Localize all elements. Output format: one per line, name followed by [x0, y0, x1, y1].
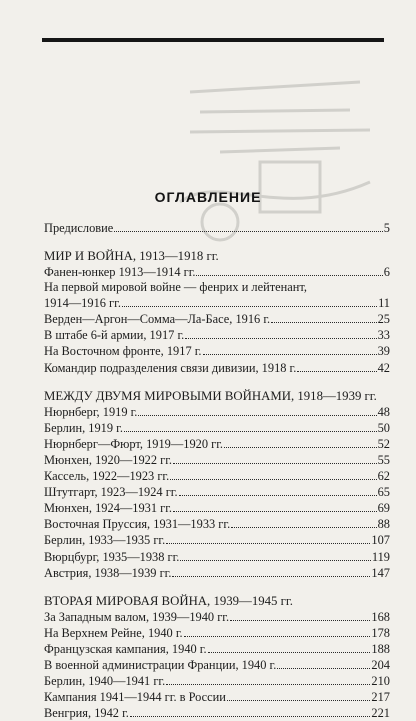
toc-entry-page: 217	[371, 690, 390, 705]
toc-entry[interactable]	[44, 343, 390, 359]
toc-entry-text: 1914—1916 гг.	[44, 296, 121, 311]
toc-entry[interactable]	[44, 500, 390, 516]
leader-dots	[122, 306, 377, 307]
toc-entry-page: 107	[371, 533, 390, 548]
toc-entry-page: 6	[383, 265, 390, 280]
toc-entry-page: 210	[371, 674, 390, 689]
toc-entry-text: Австрия, 1938—1939 гг.	[44, 565, 172, 580]
leader-dots	[130, 716, 371, 717]
toc-entry[interactable]	[44, 484, 390, 500]
leader-dots	[170, 479, 376, 480]
toc-entry[interactable]	[44, 705, 390, 721]
toc-entry[interactable]	[44, 327, 390, 343]
leader-dots	[124, 431, 377, 432]
toc-entry-page: 88	[377, 517, 390, 532]
leader-dots	[172, 576, 370, 577]
section-heading-text: МИР И ВОЙНА, 1913—1918 гг.	[44, 249, 219, 264]
toc-entry[interactable]	[44, 689, 390, 705]
toc-entry[interactable]	[44, 436, 390, 452]
toc-entry-text: На Восточном фронте, 1917 г.	[44, 344, 202, 359]
toc-entry-page: 69	[377, 501, 390, 516]
toc-entry-text: Берлин, 1940—1941 гг.	[44, 674, 166, 689]
toc-entry-text: Мюнхен, 1920—1922 гг.	[44, 452, 173, 467]
toc-entry-page: 5	[383, 221, 390, 236]
section-heading-text: ВТОРАЯ МИРОВАЯ ВОЙНА, 1939—1945 гг.	[44, 593, 293, 608]
toc-entry-text: Командир подразделения связи дивизии, 1918 г.	[44, 360, 297, 375]
toc-entry-text-line1: На первой мировой войне — фенрих и лейтенант,	[44, 280, 307, 295]
toc-section-heading[interactable]	[44, 242, 390, 264]
toc-entry-page: 42	[377, 360, 390, 375]
toc-entry-text: Восточная Пруссия, 1931—1933 гг.	[44, 517, 231, 532]
toc-entry-page: 33	[377, 328, 390, 343]
leader-dots	[297, 371, 376, 372]
toc-entry[interactable]	[44, 264, 390, 280]
toc-entry-text: Нюрнберг—Фюрт, 1919—1920 гг.	[44, 436, 224, 451]
toc-entry-text: Вюрцбург, 1935—1938 гг.	[44, 549, 180, 564]
leader-dots	[173, 463, 377, 464]
leader-dots	[184, 636, 371, 637]
toc-entry-page: 52	[377, 436, 390, 451]
toc-section-heading[interactable]	[44, 587, 390, 609]
toc-entry-page: 11	[378, 296, 390, 311]
toc-entry[interactable]	[44, 452, 390, 468]
toc-entry-text: Мюнхен, 1924—1931 гг.	[44, 501, 173, 516]
toc-entry-page: 62	[377, 469, 390, 484]
leader-dots	[185, 338, 376, 339]
toc-entry[interactable]	[44, 280, 390, 311]
toc-entry[interactable]	[44, 468, 390, 484]
toc-entry[interactable]	[44, 532, 390, 548]
toc-entry-text: Венгрия, 1942 г.	[44, 706, 129, 721]
leader-dots	[208, 652, 371, 653]
toc-entry-page: 221	[371, 706, 390, 721]
toc-entry-text: Берлин, 1933—1935 гг.	[44, 533, 166, 548]
toc-entry[interactable]	[44, 420, 390, 436]
leader-dots	[138, 415, 376, 416]
toc-entry[interactable]	[44, 311, 390, 327]
top-rule	[42, 38, 384, 42]
toc-entry-text: Штутгарт, 1923—1924 гг.	[44, 485, 178, 500]
toc-entry-text: На Верхнем Рейне, 1940 г.	[44, 625, 183, 640]
toc-entry-page: 204	[371, 657, 390, 672]
toc-entry[interactable]	[44, 516, 390, 532]
leader-dots	[277, 668, 370, 669]
toc-entry[interactable]	[44, 404, 390, 420]
toc-entry[interactable]	[44, 657, 390, 673]
toc-entry-page: 39	[377, 344, 390, 359]
toc-entry-text: Кассель, 1922—1923 гг.	[44, 469, 170, 484]
table-of-contents	[44, 220, 390, 721]
page-title: ОГЛАВЛЕНИЕ	[154, 189, 262, 205]
leader-dots	[114, 231, 383, 232]
toc-entry-page: 188	[371, 641, 390, 656]
leader-dots	[179, 495, 377, 496]
toc-entry-page: 55	[377, 452, 390, 467]
leader-dots	[227, 700, 370, 701]
leader-dots	[166, 543, 370, 544]
toc-entry-text: Верден—Аргон—Сомма—Ла-Басе, 1916 г.	[44, 312, 271, 327]
leader-dots	[230, 620, 370, 621]
toc-entry-page: 50	[377, 420, 390, 435]
toc-entry[interactable]	[44, 359, 390, 375]
toc-entry-page: 178	[371, 625, 390, 640]
toc-entry-page: 25	[377, 312, 390, 327]
toc-entry-page: 119	[371, 549, 390, 564]
leader-dots	[196, 275, 382, 276]
leader-dots	[271, 322, 376, 323]
leader-dots	[231, 527, 376, 528]
section-heading-text: МЕЖДУ ДВУМЯ МИРОВЫМИ ВОЙНАМИ, 1918—1939 гг.	[44, 388, 377, 403]
toc-entry-text: Берлин, 1919 г.	[44, 420, 123, 435]
leader-dots	[173, 511, 377, 512]
toc-entry-text: В военной администрации Франции, 1940 г.	[44, 657, 277, 672]
toc-section-heading[interactable]	[44, 382, 390, 404]
toc-entry-text: Нюрнберг, 1919 г.	[44, 404, 138, 419]
toc-entry[interactable]	[44, 565, 390, 581]
toc-entry-text: Французская кампания, 1940 г.	[44, 641, 207, 656]
leader-dots	[166, 684, 370, 685]
toc-entry-text: За Западным валом, 1939—1940 гг.	[44, 609, 230, 624]
toc-entry-text: Фанен-юнкер 1913—1914 гг.	[44, 265, 196, 280]
toc-entry[interactable]	[44, 548, 390, 564]
toc-entry-preface[interactable]	[44, 220, 390, 236]
toc-entry[interactable]	[44, 673, 390, 689]
leader-dots	[224, 447, 377, 448]
leader-dots	[180, 560, 370, 561]
toc-entry-text: Предисловие	[44, 221, 114, 236]
toc-entry[interactable]	[44, 609, 390, 625]
toc-entry-text: Кампания 1941—1944 гг. в России	[44, 690, 226, 705]
toc-entry-page: 65	[377, 485, 390, 500]
toc-entry[interactable]	[44, 641, 390, 657]
toc-entry-page: 48	[377, 404, 390, 419]
toc-entry-page: 168	[371, 609, 390, 624]
toc-entry-page: 147	[371, 565, 390, 580]
leader-dots	[203, 354, 377, 355]
toc-entry-text: В штабе 6-й армии, 1917 г.	[44, 328, 185, 343]
